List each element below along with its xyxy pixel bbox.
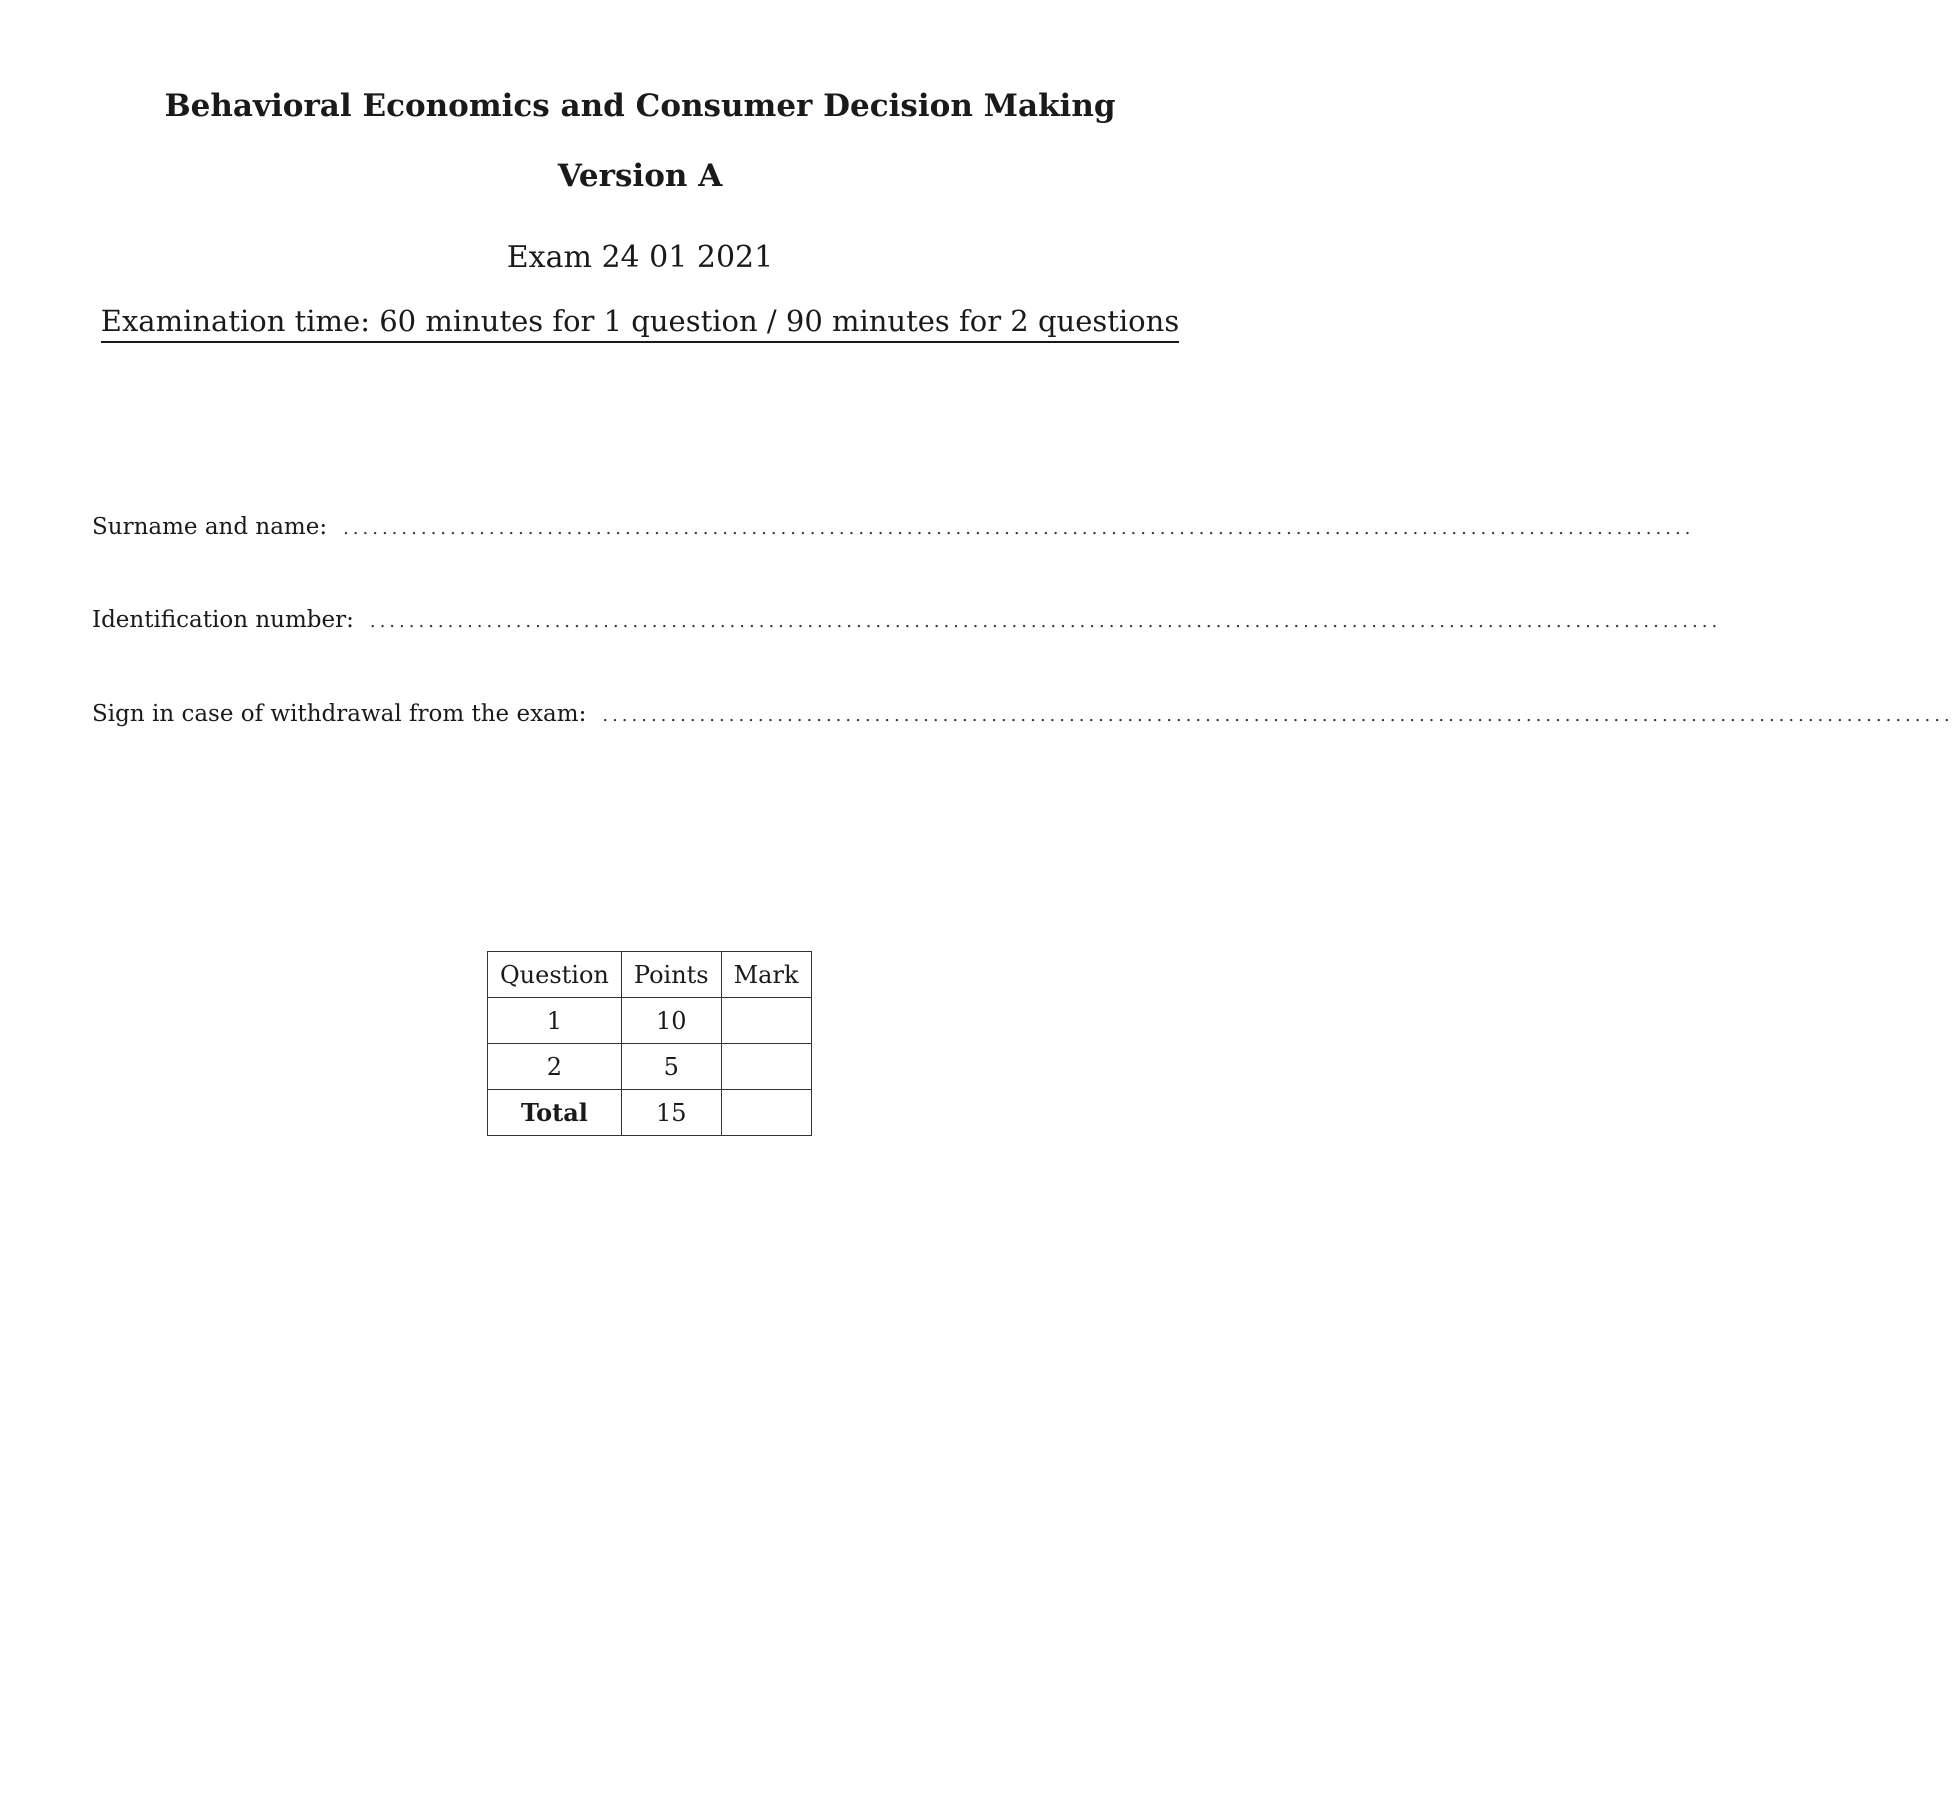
header-question: Question xyxy=(488,952,622,998)
table-row xyxy=(488,998,812,1044)
surname-name-dotted-line: ........................................................................................................................................... xyxy=(343,518,1695,539)
question-cell: 2 xyxy=(488,1044,622,1090)
mark-cell[interactable] xyxy=(721,1044,811,1090)
points-cell: 5 xyxy=(621,1044,721,1090)
withdrawal-sign-field[interactable] xyxy=(92,701,1954,727)
table-row-total xyxy=(488,1090,812,1136)
header-mark: Mark xyxy=(721,952,811,998)
points-cell: 10 xyxy=(621,998,721,1044)
table-row xyxy=(488,1044,812,1090)
total-mark-cell[interactable] xyxy=(721,1090,811,1136)
mark-cell[interactable] xyxy=(721,998,811,1044)
identification-number-field[interactable] xyxy=(92,607,1722,633)
identification-number-label: Identification number: xyxy=(92,607,354,633)
identification-number-dotted-line: ........................................................................................................................................... xyxy=(369,611,1722,632)
course-title: Behavioral Economics and Consumer Decision Making xyxy=(164,88,1116,124)
withdrawal-sign-label: Sign in case of withdrawal from the exam: xyxy=(92,701,587,727)
exam-date: Exam 24 01 2021 xyxy=(506,240,774,275)
exam-version: Version A xyxy=(557,158,723,194)
marks-table xyxy=(487,951,812,1136)
surname-name-label: Surname and name: xyxy=(92,514,328,540)
exam-time: Examination time: 60 minutes for 1 question / 90 minutes for 2 questions xyxy=(101,304,1179,343)
total-points-cell: 15 xyxy=(621,1090,721,1136)
header-points: Points xyxy=(621,952,721,998)
exam-time-line xyxy=(0,304,1280,343)
surname-name-field[interactable] xyxy=(92,514,1695,540)
withdrawal-sign-dotted-line: ........................................................................................................................................... xyxy=(602,705,1954,726)
total-label-cell: Total xyxy=(488,1090,622,1136)
question-cell: 1 xyxy=(488,998,622,1044)
table-header-row xyxy=(488,952,812,998)
